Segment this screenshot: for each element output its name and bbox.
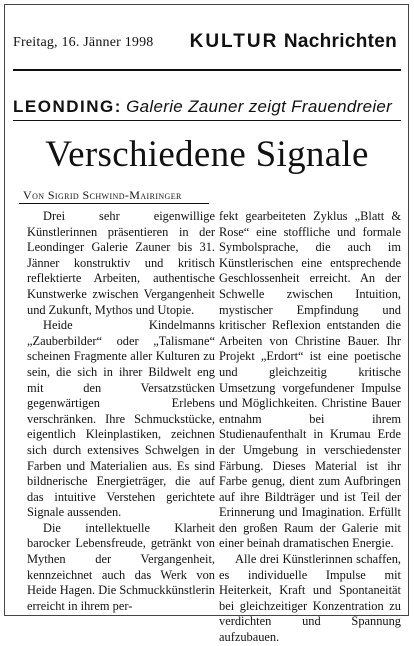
article-paragraph: fekt gearbeiteten Zyklus „Blatt & Rose“ eine stoffliche und formale Symbolsprache, die auch im Künstlerischen eine entsprechende Geschlossenheit erreicht. An der Schwelle zwischen Intuition, mystischer Empfindung und kritischer Reflexion entstanden die Arbeiten von Christine Bauer. Ihr Projekt „Erdort“ ist eine poetische und gleichzeitig kritische Umsetzung vorgefundener Impulse und Möglichkeiten. Christine Bauer entnahm bei ihrem Studienaufenthalt in Krumau Erde der Umgebung in verschiedenster Färbung. Dieses Material ist ihr Farbe genug, dient zum Aufbringen auf ihre Bildträger und ist Teil der Erinnerung und Imagination. Erfüllt den großen Raum der Galerie mit einer beinah dramatischen Energie. <box>219 209 401 551</box>
page-header <box>13 23 401 55</box>
byline-rule <box>19 203 209 204</box>
kicker-rule <box>13 120 401 121</box>
article-column-right <box>219 209 401 646</box>
article-paragraph: Heide Kindelmanns „Zauberbilder“ oder „Talismane“ scheinen Fragmente aller Kulturen zu sein, die sich in ihrer Bildwelt eng mit den Versatzstücken gegenwärtigen Erlebens verschränken. Ihre Schmuckstücke, eigentlich Kleinplastiken, zeichnen sich durch extensives Schwelgen in Farben und Materialien aus. Es sind bildnerische Energieträger, die auf das intuitive Verstehen gerichtete Signale aussenden. <box>27 318 215 520</box>
dateline: Freitag, 16. Jänner 1998 <box>13 35 154 50</box>
article-column-left <box>27 209 215 614</box>
article-paragraph: Die intellektuelle Klarheit barocker Lebensfreude, getränkt von Mythen der Vergangenheit, kennzeichnet auch das Werk von Heide Hagen. Die Schmuckkünstlerin erreicht in ihrem per- <box>27 520 215 613</box>
section-title-kultur: KULTUR <box>189 31 279 52</box>
article-paragraph: Alle drei Künstlerinnen schaffen, es individuelle Impulse mit Heiterkeit, Kraft und Spontaneität bei gleichzeitiger Konzentration zu verdichten und Spannung aufzubauen. <box>219 552 401 645</box>
headline: Verschiedene Signale <box>45 134 369 175</box>
section-title <box>190 31 397 53</box>
article-paragraph: Drei sehr eigenwillige Künstlerinnen präsentieren in der Leondinger Galerie Zauner bis 31. Jänner konstruktiv und kritisch reflektierte Arbeiten, authentische Kunstwerke zwischen Vergangenheit und Zukunft, Mythos und Utopie. <box>27 209 215 317</box>
header-rule <box>13 69 401 71</box>
kicker-subtitle: Galerie Zauner zeigt Frauendreier <box>126 97 393 116</box>
newspaper-clipping <box>4 4 409 645</box>
section-title-nachrichten: Nachrichten <box>283 31 397 52</box>
byline: Von Sigrid Schwind-Mairinger <box>23 188 182 202</box>
kicker <box>13 97 401 117</box>
kicker-place: LEONDING: <box>13 97 122 116</box>
